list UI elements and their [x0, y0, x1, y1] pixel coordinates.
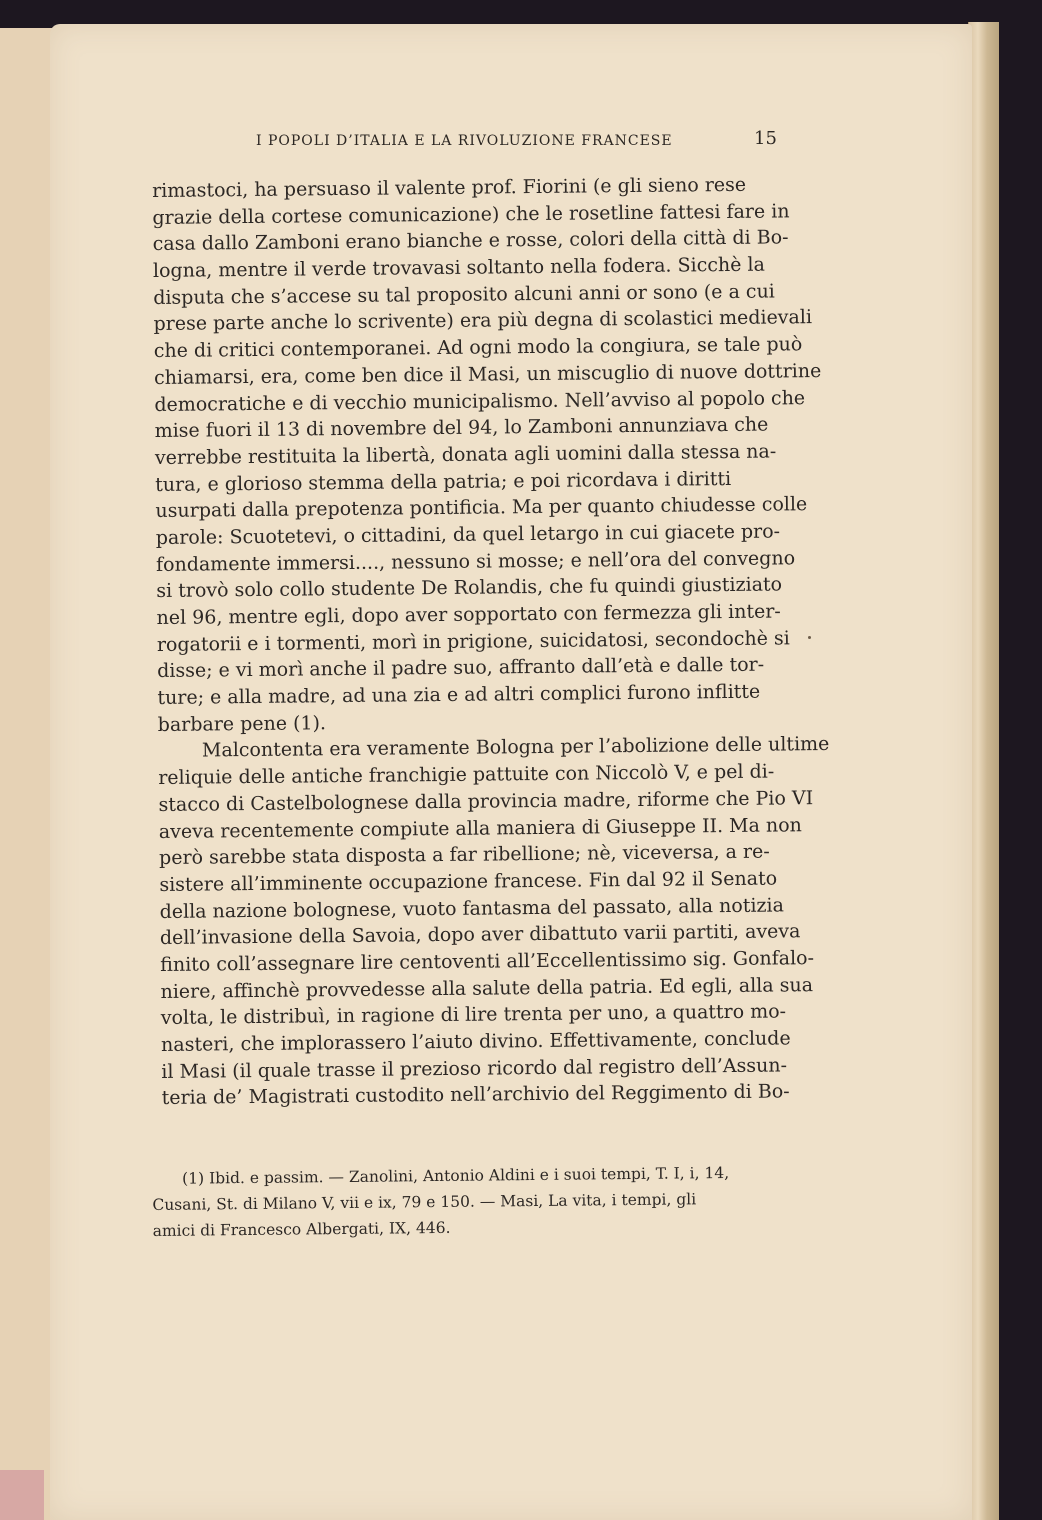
text-line: usurpati dalla prepotenza pontificia. Ma per quanto chiudesse colle	[155, 493, 808, 523]
text-line: teria de’ Magistrati custodito nell’archivio del Reggimento di Bo-	[161, 1080, 790, 1110]
text-line: democratiche e di vecchio municipalismo. Nell’avviso al popolo che	[154, 386, 806, 416]
page-stain	[0, 1470, 44, 1520]
text-line: prese parte anche lo scrivente) era più degna di scolastici medievali	[153, 306, 813, 336]
text-line: reliquie delle antiche franchigie pattuite con Niccolò V, e pel di-	[158, 760, 775, 790]
text-line: il Masi (il quale trasse il prezioso ricordo dal registro dell’Assun-	[161, 1054, 788, 1083]
footnote-line: Cusani, St. di Milano V, vii e ix, 79 e 150. — Masi, La vita, i tempi, gli	[152, 1190, 697, 1214]
text-line: volta, le distribuì, in ragione di lire trenta per uno, a quattro mo-	[160, 1000, 787, 1030]
paragraph-start-line: Malcontenta era veramente Bologna per l’abolizione delle ultime	[201, 733, 830, 762]
text-line: fondamente immersi...., nessuno si mosse; e nell’ora del convegno	[155, 546, 796, 576]
text-line: chiamarsi, era, come ben dice il Masi, un miscuglio di nuove dottrine	[153, 359, 822, 389]
text-line: che di critici contemporanei. Ad ogni modo la congiura, se tale può	[153, 333, 803, 363]
text-line: verrebbe restituita la libertà, donata agli uomini dalla stessa na-	[154, 440, 777, 469]
text-line: logna, mentre il verde trovavasi soltanto nella fodera. Sicchè la	[152, 253, 765, 283]
paper-speck	[808, 636, 811, 639]
text-line: ture; e alla madre, ad una zia e ad altri complici furono inflitte	[157, 680, 761, 710]
text-line: casa dallo Zamboni erano bianche e rosse, colori della città di Bo-	[152, 226, 789, 256]
page-stack-edge	[968, 22, 999, 1520]
text-line: tura, e glorioso stemma della patria; e poi ricordava i diritti	[155, 467, 732, 496]
text-line: aveva recentemente compiute alla maniera di Giuseppe II. Ma non	[158, 813, 802, 843]
text-line: stacco di Castelbolognese dalla provincia madre, riforme che Pio VI	[158, 786, 814, 816]
text-line: grazie della cortese comunicazione) che le rosetline fattesi fare in	[152, 200, 790, 229]
text-line: disse; e vi morì anche il padre suo, affranto dall’età e dalle tor-	[157, 653, 765, 683]
text-line: niere, affinchè provvedesse alla salute della patria. Ed egli, alla sua	[160, 973, 814, 1003]
text-line: nasteri, che implorassero l’aiuto divino. Effettivamente, conclude	[160, 1027, 791, 1056]
text-line: però sarebbe stata disposta a far ribellione; nè, viceversa, a re-	[159, 840, 770, 870]
text-line: sistere all’imminente occupazione francese. Fin dal 92 il Senato	[159, 867, 778, 896]
text-line: barbare pene (1).	[157, 711, 327, 736]
text-line: rimastoci, ha persuaso il valente prof. Fiorini (e gli sieno rese	[152, 173, 747, 202]
text-line: dell’invasione della Savoia, dopo aver dibattuto varii partiti, aveva	[159, 920, 801, 950]
running-title: I POPOLI D’ITALIA E LA RIVOLUZIONE FRANCESE	[256, 133, 673, 149]
text-line: nel 96, mentre egli, dopo aver sopportato con fermezza gli inter-	[156, 600, 781, 629]
text-line: finito coll’assegnare lire centoventi all’Eccellentissimo sig. Gonfalo-	[160, 947, 815, 976]
footnotes	[152, 1159, 789, 1244]
text-line: mise fuori il 13 di novembre del 94, lo Zamboni annunziava che	[154, 413, 769, 443]
footnote-line: amici di Francesco Albergati, IX, 446.	[152, 1218, 451, 1240]
text-line: parole: Scuotetevi, o cittadini, da quel letargo in cui giacete pro-	[155, 520, 781, 549]
page-number: 15	[754, 128, 777, 149]
text-line: disputa che s’accese su tal proposito alcuni anni or sono (e a cui	[153, 280, 775, 309]
body-text	[152, 171, 830, 1112]
text-line: si trovò solo collo studente De Rolandis, che fu quindi giustiziato	[156, 573, 783, 603]
text-line: rogatorii e i tormenti, morì in prigione, suicidatosi, secondochè si	[156, 627, 790, 656]
footnote-line: (1) Ibid. e passim. — Zanolini, Antonio Aldini e i suoi tempi, T. I, i, 14,	[182, 1163, 730, 1188]
text-line: della nazione bolognese, vuoto fantasma del passato, alla notizia	[159, 893, 785, 923]
